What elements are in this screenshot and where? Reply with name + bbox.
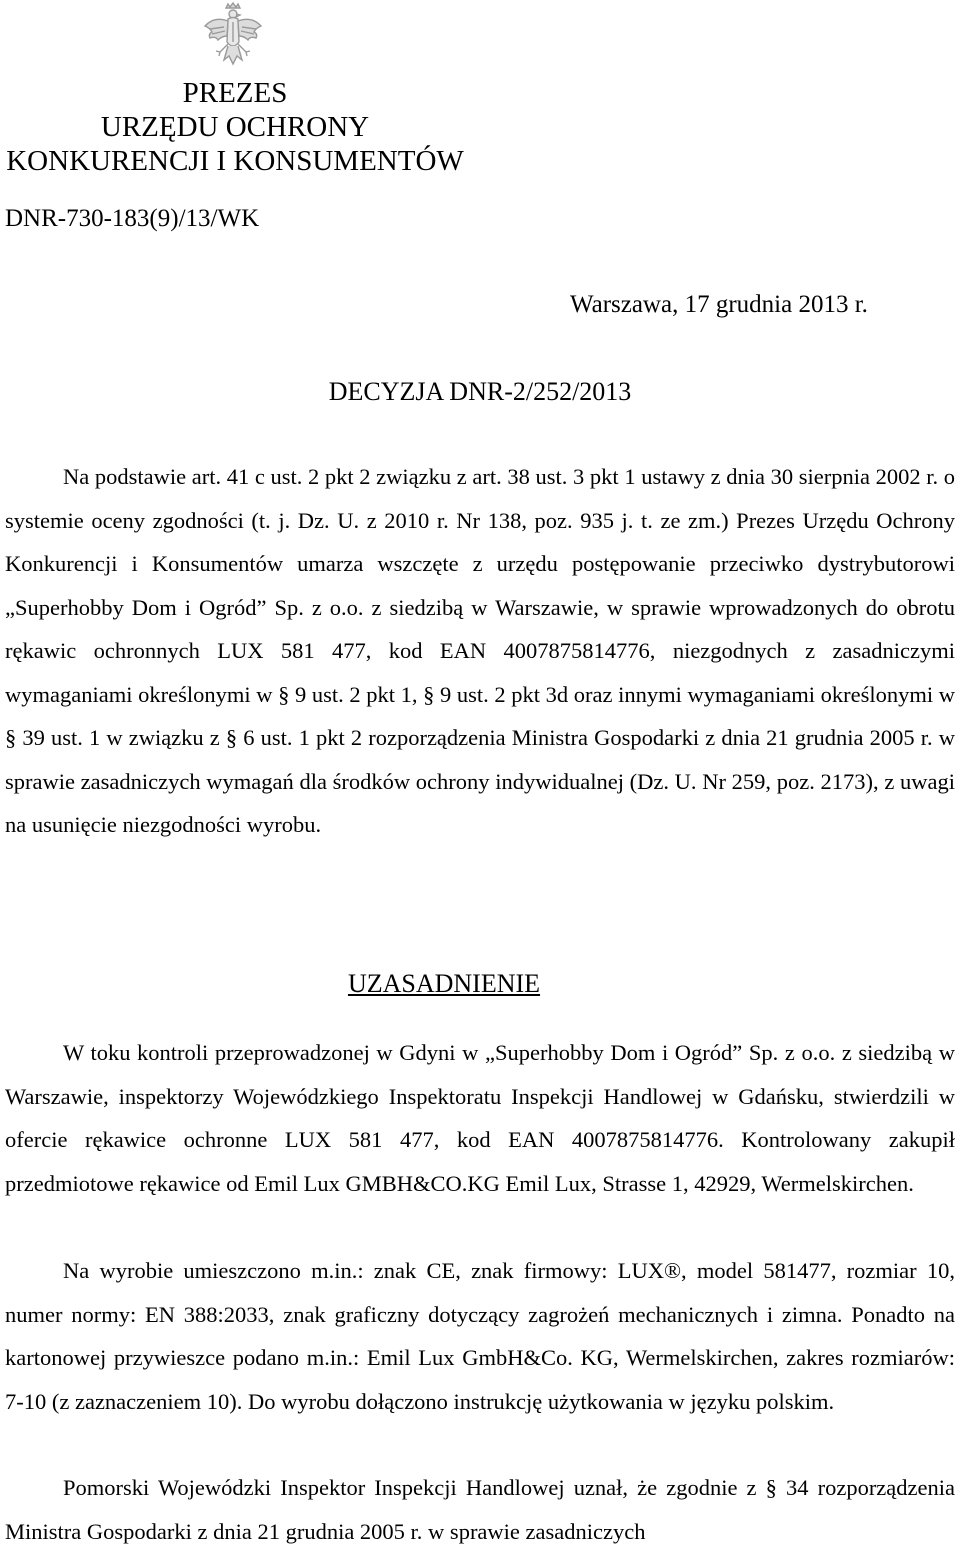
authority-line-1: PREZES <box>182 77 288 109</box>
decision-title: DECYZJA DNR-2/252/2013 <box>328 377 632 406</box>
justification-title-text: UZASADNIENIE <box>347 969 541 998</box>
justification-paragraph-2: Na wyrobie umieszczono m.in.: znak CE, znak firmowy: LUX®, model 581477, rozmiar 10, numer normy: EN 388:2033, znak graficzny dotyczący zagrożeń mechanicznych i zimna. Ponadto na kartonowej przywieszce podano m.in.: Emil Lux GmbH&Co. KG, Wermelskirchen, zakres rozmiarów: 7-10 (z zaznaczeniem 10). Do wyrobu dołączono instrukcję użytkowania w języku polskim. <box>5 1258 955 1414</box>
justification-paragraph-1: W toku kontroli przeprowadzonej w Gdyni w „Superhobby Dom i Ogród” Sp. z o.o. z siedzibą w Warszawie, inspektorzy Wojewódzkiego Inspektoratu Inspekcji Handlowej w Gdańsku, stwierdzili w ofercie rękawice ochronne LUX 581 477, kod EAN 4007875814776. Kontrolowany zakupił przedmiotowe rękawice od Emil Lux GMBH&CO.KG Emil Lux, Strasse 1, 42929, Wermelskirchen. <box>5 1040 955 1196</box>
emblem-icon <box>202 2 264 72</box>
authority-line-2: URZĘDU OCHRONY <box>100 111 370 143</box>
authority-line-3: KONKURENCJI I KONSUMENTÓW <box>6 145 464 177</box>
justification-paragraph-3: Pomorski Wojewódzki Inspektor Inspekcji Handlowej uznał, że zgodnie z § 34 rozporządzenia Ministra Gospodarki z dnia 21 grudnia 2005 r. w sprawie zasadniczych <box>5 1475 955 1544</box>
place-and-date: Warszawa, 17 grudnia 2013 r. <box>570 291 868 318</box>
authority-name <box>0 76 470 178</box>
reference-number: DNR-730-183(9)/13/WK <box>5 205 260 232</box>
decision-paragraph: Na podstawie art. 41 c ust. 2 pkt 2 związku z art. 38 ust. 3 pkt 1 ustawy z dnia 30 sierpnia 2002 r. o systemie oceny zgodności (t. j. Dz. U. z 2010 r. Nr 138, poz. 935 j. t. ze zm.) Prezes Urzędu Ochrony Konkurencji i Konsumentów umarza wszczęte z urzędu postępowanie przeciwko dystrybutorowi „Superhobby Dom i Ogród” Sp. z o.o. z siedzibą w Warszawie, w sprawie wprowadzonych do obrotu rękawic ochronnych LUX 581 477, kod EAN 4007875814776, niezgodnych z zasadniczymi wymaganiami określonymi w § 9 ust. 2 pkt 1, § 9 ust. 2 pkt 3d oraz innymi wymaganiami określonymi w § 39 ust. 1 w związku z § 6 ust. 1 pkt 2 rozporządzenia Ministra Gospodarki z dnia 21 grudnia 2005 r. w sprawie zasadniczych wymagań dla środków ochrony indywidualnej (Dz. U. Nr 259, poz. 2173), z uwagi na usunięcie niezgodności wyrobu. <box>5 464 955 837</box>
justification-title <box>0 968 888 1000</box>
